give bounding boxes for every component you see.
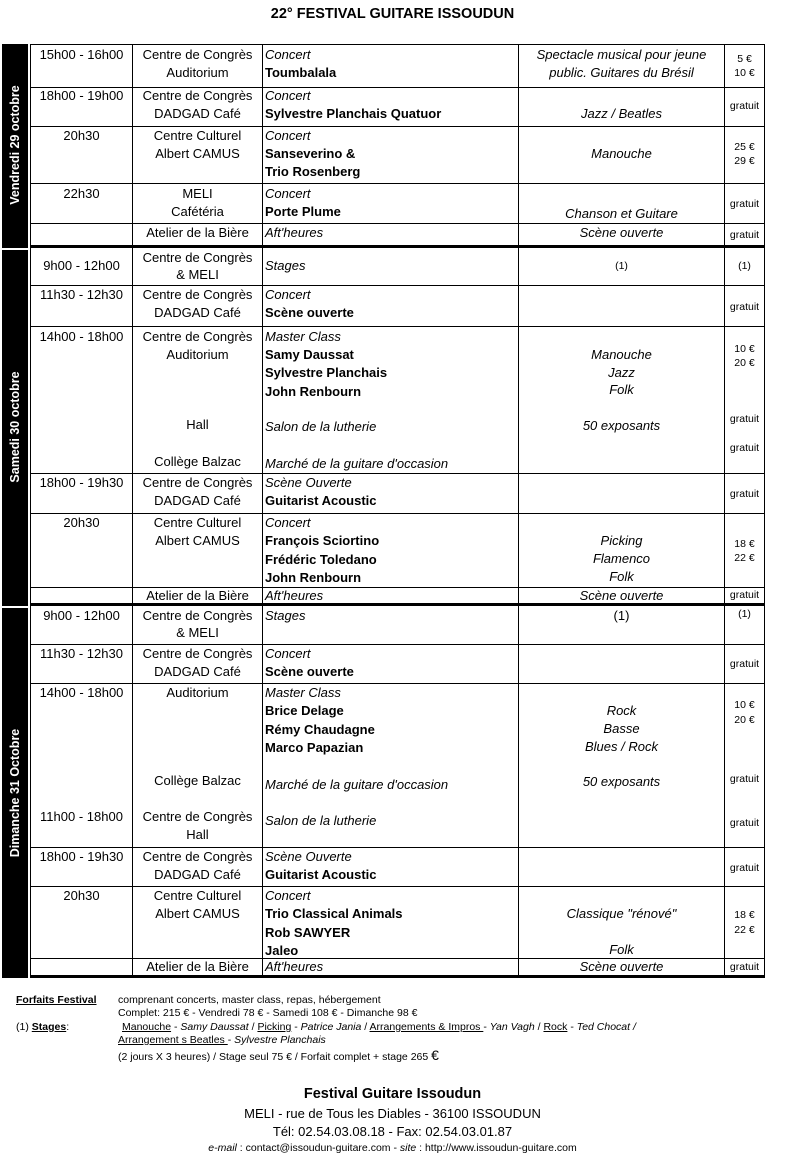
footer-name: Festival Guitare Issoudun [303,1086,482,1102]
event-type: Aft'heures [265,959,324,974]
venue-room: Auditorium [166,685,229,700]
description: Rock [606,703,637,718]
time: 11h30 - 12h30 [40,646,123,661]
artist: Porte Plume [265,204,341,219]
event-type: Concert [265,47,311,62]
time: 14h00 - 18h00 [39,329,124,344]
price: gratuit [729,229,760,241]
venue: Centre de Congrès [142,329,253,344]
table-row [30,184,765,224]
venue: Atelier de la Bière [146,225,249,240]
venue: Centre de Congrès [142,88,253,103]
table-row [30,44,765,88]
venue: Centre de Congrès [142,608,253,623]
table-row [30,88,765,127]
price: 22 € [734,924,755,936]
description: Manouche [591,146,652,161]
price: gratuit [729,961,760,973]
time: 20h30 [63,515,100,530]
event-type: Concert [265,287,311,302]
forfaits-label: Forfaits Festival [16,994,97,1006]
venue: Centre de Congrès [142,849,253,864]
price: 25 € [734,141,755,153]
event-type: Salon de la lutherie [265,813,377,828]
venue: Centre de Congrès [142,646,253,661]
artist: John Renbourn [265,384,362,399]
table-row [30,127,765,184]
artist: Samy Daussat [265,347,354,362]
venue: Collège Balzac [154,454,241,469]
venue: Centre Culturel [153,888,242,903]
artist: Guitarist Acoustic [265,867,377,882]
price: 10 € [734,343,755,355]
description: Classique "rénové" [566,906,677,921]
table-row [30,645,765,684]
price: 20 € [734,357,755,369]
event-type: Scène Ouverte [265,475,352,490]
table-row [30,887,765,959]
artist: Marco Papazian [265,740,364,755]
description: (1) [615,260,628,272]
artist: Sylvestre Planchais [265,365,388,380]
time: 20h30 [63,888,100,903]
stages-list-cont: Arrangement s Beatles - Sylvestre Planchais [118,1034,326,1046]
price: 18 € [734,909,755,921]
footer-address: MELI - rue de Tous les Diables - 36100 ISSOUDUN [244,1106,541,1121]
table-row [30,474,765,514]
venue: Centre Culturel [153,515,242,530]
artist: Frédéric Toledano [265,552,377,567]
time: 11h30 - 12h30 [40,287,123,302]
event-type: Salon de la lutherie [265,419,377,434]
venue-room: DADGAD Café [154,664,241,679]
price: (1) [738,608,751,620]
email-link[interactable]: : contact@issoudun-guitare.com - [236,1142,400,1154]
time: 18h00 - 19h30 [39,475,124,490]
table-row [30,848,765,887]
venue: MELI [182,186,213,201]
artist: Toumbalala [265,65,337,80]
venue-room: Cafétéria [171,204,224,219]
venue-room: Auditorium [166,65,229,80]
event-type: Concert [265,888,311,903]
venue-room: Hall [186,417,209,432]
time: 9h00 - 12h00 [43,608,120,623]
price: gratuit [729,817,760,829]
venue-room: Albert CAMUS [155,533,240,548]
venue: Collège Balzac [154,773,241,788]
page-title: 22° FESTIVAL GUITARE ISSOUDUN [270,6,515,22]
event-type: Master Class [265,329,341,344]
artist: Scène ouverte [265,664,354,679]
price: 10 € [734,699,755,711]
artist: Trio Classical Animals [265,906,403,921]
description: Scène ouverte [579,588,664,603]
price: gratuit [729,658,760,670]
description: Chanson et Guitare [565,206,678,221]
description: 50 exposants [582,774,661,789]
stages-prices: (2 jours X 3 heures) / Stage seul 75 € / Forfait complet + stage 265 € [118,1047,439,1063]
artist: Jaleo [265,943,299,958]
description: public. Guitares du Brésil [549,65,694,80]
venue: Atelier de la Bière [146,588,249,603]
artist: Rob SAWYER [265,925,351,940]
day-label-sunday: Dimanche 31 Octobre [2,608,28,978]
event-type: Concert [265,186,311,201]
price: (1) [738,260,751,272]
price: 10 € [734,67,755,79]
description: 50 exposants [582,418,661,433]
artist: John Renbourn [265,570,362,585]
artist: Rémy Chaudagne [265,722,375,737]
venue-room: DADGAD Café [154,493,241,508]
description: Flamenco [592,551,651,566]
time: 20h30 [63,128,100,143]
venue-room: DADGAD Café [154,305,241,320]
site-link[interactable]: : http://www.issoudun-guitare.com [416,1142,577,1154]
day-separator [2,244,28,248]
footer-phone: Tél: 02.54.03.08.18 - Fax: 02.54.03.01.87 [272,1124,513,1139]
artist: Sanseverino & [265,146,356,161]
table-row [30,684,765,848]
event-type: Master Class [265,685,341,700]
forfaits-desc: comprenant concerts, master class, repas, hébergement [118,994,381,1006]
artist: Trio Rosenberg [265,164,361,179]
venue-room: DADGAD Café [154,867,241,882]
venue-room: Hall [186,827,209,842]
price: gratuit [729,413,760,425]
table-row [30,248,765,286]
time: 9h00 - 12h00 [43,258,120,273]
forfaits-prices: Complet: 215 € - Vendredi 78 € - Samedi 108 € - Dimanche 98 € [118,1007,418,1019]
event-type: Aft'heures [265,225,324,240]
venue-room: & MELI [176,267,219,282]
time: 18h00 - 19h30 [39,849,124,864]
event-type: Stages [265,608,306,623]
price: gratuit [729,773,760,785]
event-type: Marché de la guitare d'occasion [265,456,449,471]
description: Jazz [608,365,635,380]
price: gratuit [729,862,760,874]
artist: Sylvestre Planchais Quatuor [265,106,442,121]
day-separator [2,602,28,606]
table-row [30,224,765,248]
venue-room: Albert CAMUS [155,906,240,921]
description: Folk [609,569,634,584]
footer-contact: e-mail : contact@issoudun-guitare.com - site : http://www.issoudun-guitare.com [208,1142,577,1154]
price: 20 € [734,714,755,726]
price: 22 € [734,552,755,564]
venue-room: Auditorium [166,347,229,362]
artist: François Sciortino [265,533,380,548]
event-type: Scène Ouverte [265,849,352,864]
table-row [30,606,765,645]
description: Folk [609,382,634,397]
table-row [30,514,765,588]
price: gratuit [729,301,760,313]
day-label-friday: Vendredi 29 octobre [2,44,28,246]
venue: Centre de Congrès [142,475,253,490]
day-label-saturday: Samedi 30 octobre [2,250,28,604]
venue: Centre de Congrès [142,287,253,302]
description: Folk [609,942,634,957]
event-type: Concert [265,88,311,103]
stages-list: Manouche - Samy Daussat / Picking - Patrice Jania / Arrangements & Impros - Yan Vagh / Rock - Ted Chocat / [122,1021,636,1033]
time: 22h30 [63,186,100,201]
description: Picking [600,533,643,548]
venue: Centre Culturel [153,128,242,143]
stages-label: (1) Stages: [16,1021,70,1033]
artist: Guitarist Acoustic [265,493,377,508]
venue-room: Albert CAMUS [155,146,240,161]
event-type: Stages [265,258,306,273]
artist: Scène ouverte [265,305,354,320]
description: (1) [613,608,630,623]
table-row [30,327,765,474]
event-type: Concert [265,646,311,661]
event-type: Marché de la guitare d'occasion [265,777,449,792]
event-type: Concert [265,128,311,143]
venue-room: DADGAD Café [154,106,241,121]
table-row [30,286,765,327]
description: Scène ouverte [579,959,664,974]
venue: Centre de Congrès [142,250,253,265]
price: 29 € [734,155,755,167]
table-row [30,588,765,606]
description: Basse [603,721,640,736]
table-row [30,959,765,978]
venue-room: & MELI [176,625,219,640]
time: 18h00 - 19h00 [39,88,124,103]
venue: Atelier de la Bière [146,959,249,974]
description: Manouche [591,347,652,362]
price: gratuit [729,100,760,112]
description: Jazz / Beatles [581,106,662,121]
description: Scène ouverte [579,225,664,240]
price: gratuit [729,589,760,601]
time: 15h00 - 16h00 [39,47,124,62]
description: Spectacle musical pour jeune [536,47,707,62]
artist: Brice Delage [265,703,344,718]
time: 14h00 - 18h00 [39,685,124,700]
venue: Centre de Congrès [142,47,253,62]
price: gratuit [729,198,760,210]
venue: Centre de Congrès [142,809,253,824]
event-type: Concert [265,515,311,530]
event-type: Aft'heures [265,588,324,603]
price: gratuit [729,442,760,454]
price: 18 € [734,538,755,550]
time: 11h00 - 18h00 [40,809,123,824]
price: gratuit [729,488,760,500]
description: Blues / Rock [585,739,658,754]
price: 5 € [737,53,752,65]
